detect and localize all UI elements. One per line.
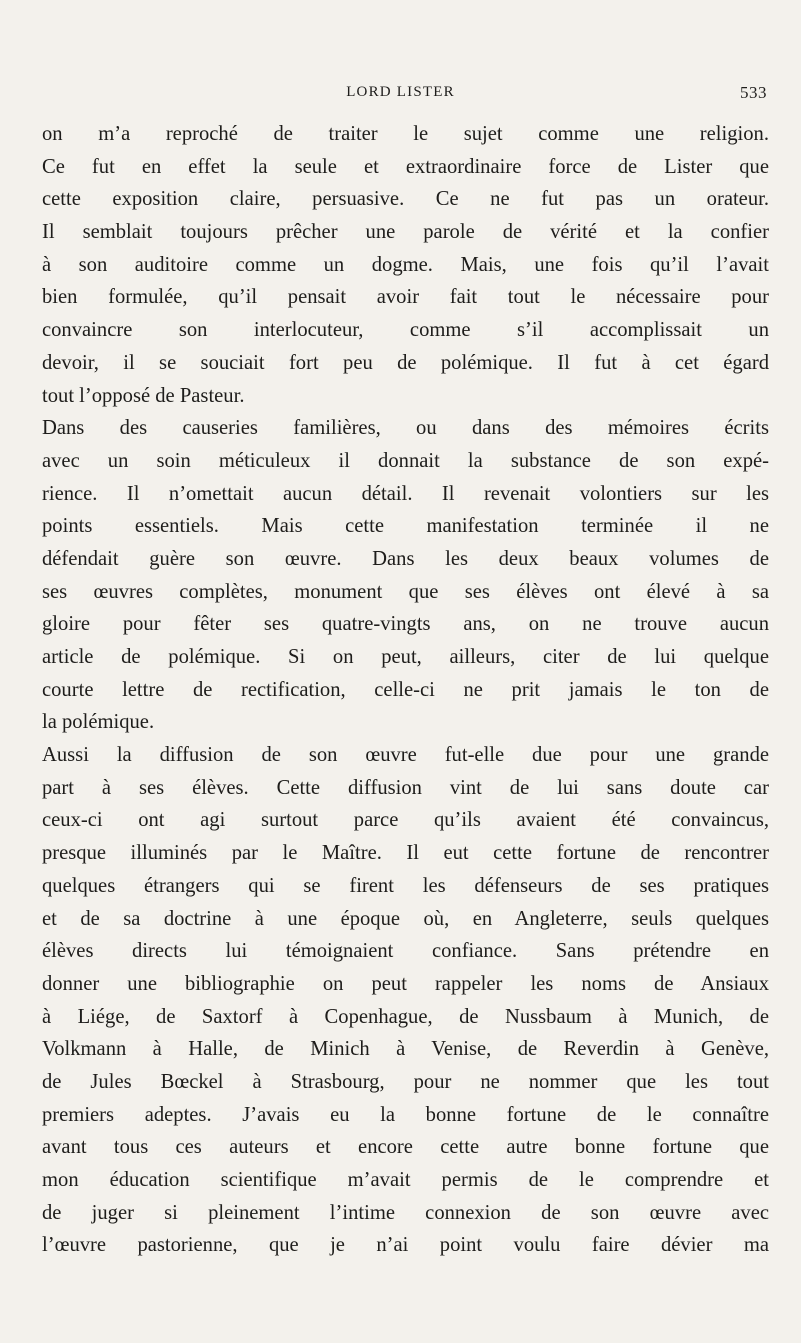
text-line: à son auditoire comme un dogme. Mais, une fois qu’il l’avait	[42, 253, 769, 276]
text-line: Ce fut en effet la seule et extraordinaire force de Lister que	[42, 155, 769, 178]
text-line: la polémique.	[42, 711, 155, 734]
text-line: défendait guère son œuvre. Dans les deux beaux volumes de	[42, 547, 769, 570]
text-line: et de sa doctrine à une époque où, en Angleterre, seuls quelques	[42, 907, 769, 930]
running-title: LORD LISTER	[346, 84, 455, 100]
text-line: points essentiels. Mais cette manifestation terminée il ne	[42, 515, 769, 538]
page-number: 533	[740, 83, 767, 102]
text-line: de juger si pleinement l’intime connexion de son œuvre avec	[42, 1201, 769, 1224]
text-line: l’œuvre pastorienne, que je n’ai point voulu faire dévier ma	[42, 1234, 769, 1257]
text-line: devoir, il se souciait fort peu de polémique. Il fut à cet égard	[42, 351, 769, 374]
text-line: Il semblait toujours prêcher une parole de vérité et la confier	[42, 221, 769, 244]
text-line: Dans des causeries familières, ou dans des mémoires écrits	[42, 417, 769, 440]
text-line: on m’a reproché de traiter le sujet comme une religion.	[42, 123, 769, 145]
text-line: donner une bibliographie on peut rappeler les noms de Ansiaux	[42, 972, 769, 995]
text-line: à Liége, de Saxtorf à Copenhague, de Nussbaum à Munich, de	[42, 1005, 769, 1028]
text-line: quelques étrangers qui se firent les défenseurs de ses pratiques	[42, 874, 769, 897]
text-line: cette exposition claire, persuasive. Ce ne fut pas un orateur.	[42, 188, 769, 211]
text-line: mon éducation scientifique m’avait permis de le comprendre et	[42, 1169, 769, 1191]
text-line: ceux-ci ont agi surtout parce qu’ils avaient été convaincus,	[42, 809, 769, 832]
body-text	[42, 118, 769, 1262]
text-line: tout l’opposé de Pasteur.	[42, 384, 245, 407]
text-line: de Jules Bœckel à Strasbourg, pour ne nommer que les tout	[42, 1070, 769, 1093]
text-line: article de polémique. Si on peut, ailleurs, citer de lui quelque	[42, 646, 769, 668]
running-head	[0, 84, 801, 108]
text-line: convaincre son interlocuteur, comme s’il accomplissait un	[42, 319, 769, 342]
text-line: avant tous ces auteurs et encore cette autre bonne fortune que	[42, 1136, 769, 1159]
text-line: rience. Il n’omettait aucun détail. Il revenait volontiers sur les	[42, 482, 769, 505]
text-line: Aussi la diffusion de son œuvre fut-elle due pour une grande	[42, 744, 769, 767]
text-line: premiers adeptes. J’avais eu la bonne fortune de le connaître	[42, 1103, 769, 1126]
text-line: Volkmann à Halle, de Minich à Venise, de Reverdin à Genève,	[42, 1038, 769, 1061]
text-line: gloire pour fêter ses quatre-vingts ans, on ne trouve aucun	[42, 613, 769, 636]
text-line: avec un soin méticuleux il donnait la substance de son expé-	[42, 449, 769, 472]
text-line: bien formulée, qu’il pensait avoir fait tout le nécessaire pour	[42, 286, 769, 309]
text-line: part à ses élèves. Cette diffusion vint de lui sans doute car	[42, 776, 769, 799]
text-line: ses œuvres complètes, monument que ses élèves ont élevé à sa	[42, 580, 769, 603]
text-line: élèves directs lui témoignaient confiance. Sans prétendre en	[42, 940, 769, 963]
text-line: presque illuminés par le Maître. Il eut cette fortune de rencontrer	[42, 842, 769, 865]
text-line: courte lettre de rectification, celle-ci ne prit jamais le ton de	[42, 678, 769, 701]
